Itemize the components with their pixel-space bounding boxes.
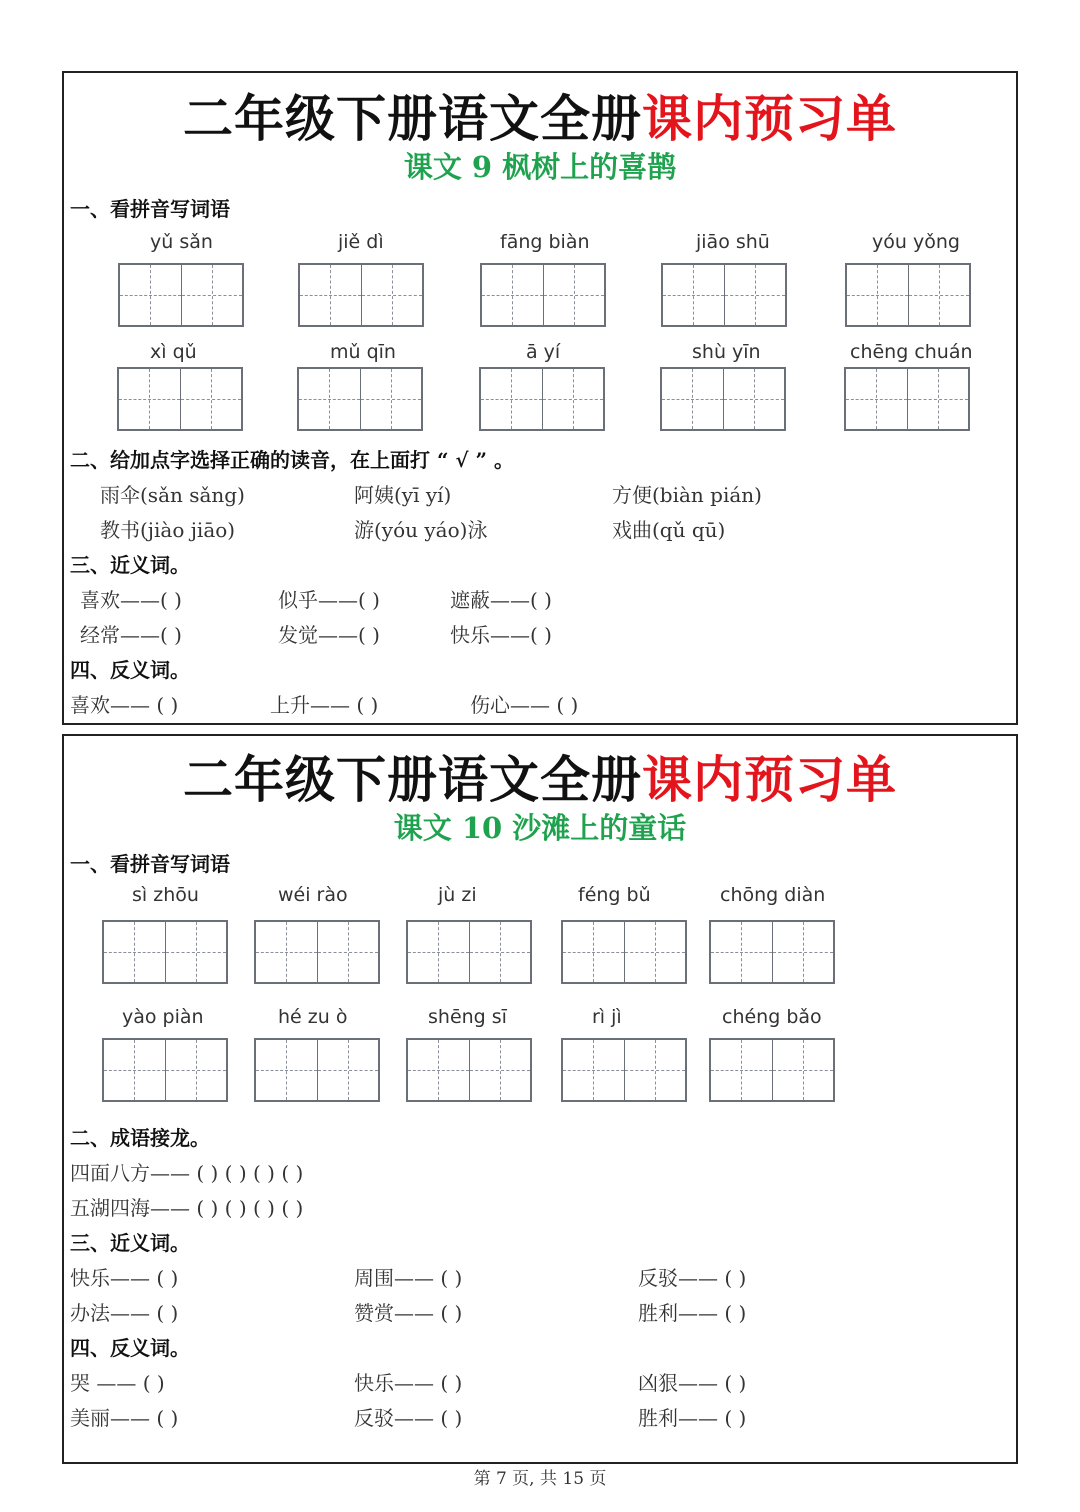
- synonym-item[interactable]: 经常——( ): [80, 623, 182, 647]
- writing-grid[interactable]: [561, 1038, 687, 1102]
- writing-grid[interactable]: [102, 1038, 228, 1102]
- pinyin-label: shēng sī: [428, 1006, 507, 1028]
- antonym-item[interactable]: 伤心—— ( ): [470, 693, 579, 717]
- writing-grid[interactable]: [660, 367, 786, 431]
- title-black-part: 二年级下册语文全册: [183, 89, 642, 148]
- section-heading: 三、近义词。: [70, 553, 190, 577]
- pinyin-label: chéng bǎo: [722, 1006, 822, 1028]
- reading-choice[interactable]: 教书(jiào jiāo): [100, 518, 236, 542]
- writing-grid[interactable]: [845, 263, 971, 327]
- antonym-item[interactable]: 哭 —— ( ): [70, 1371, 165, 1395]
- pinyin-label: sì zhōu: [132, 884, 199, 906]
- idiom-chain-row[interactable]: 四面八方—— ( ) ( ) ( ) ( ): [70, 1161, 304, 1185]
- writing-grid[interactable]: [118, 263, 244, 327]
- writing-grid[interactable]: [117, 367, 243, 431]
- antonym-item[interactable]: 凶狠—— ( ): [638, 1371, 747, 1395]
- antonym-item[interactable]: 胜利—— ( ): [638, 1406, 747, 1430]
- synonym-item[interactable]: 快乐—— ( ): [70, 1266, 179, 1290]
- section-heading: 四、反义词。: [70, 658, 190, 682]
- pinyin-label: hé zu ò: [278, 1006, 348, 1028]
- synonym-item[interactable]: 喜欢——( ): [80, 588, 182, 612]
- worksheet-panel-2: [62, 734, 1018, 1464]
- writing-grid[interactable]: [254, 1038, 380, 1102]
- antonym-item[interactable]: 美丽—— ( ): [70, 1406, 179, 1430]
- writing-grid[interactable]: [406, 920, 532, 984]
- section-heading: 二、给加点字选择正确的读音，在上面打 “ √ ” 。: [70, 448, 515, 472]
- synonym-item[interactable]: 快乐——( ): [450, 623, 552, 647]
- synonym-item[interactable]: 反驳—— ( ): [638, 1266, 747, 1290]
- writing-grid[interactable]: [480, 263, 606, 327]
- reading-choice[interactable]: 方便(biàn pián): [612, 483, 762, 507]
- antonym-item[interactable]: 喜欢—— ( ): [70, 693, 179, 717]
- reading-choice[interactable]: 游(yóu yáo)泳: [354, 518, 488, 542]
- writing-grid[interactable]: [561, 920, 687, 984]
- writing-grid[interactable]: [709, 1038, 835, 1102]
- reading-choice[interactable]: 雨伞(sǎn sǎng): [100, 483, 245, 507]
- pinyin-label: shù yīn: [692, 341, 761, 363]
- worksheet-panel-1: [62, 71, 1018, 725]
- synonym-item[interactable]: 发觉——( ): [278, 623, 380, 647]
- writing-grid[interactable]: [709, 920, 835, 984]
- pinyin-label: jiāo shū: [696, 231, 770, 253]
- pinyin-label: rì jì: [592, 1006, 622, 1028]
- section-heading: 四、反义词。: [70, 1336, 190, 1360]
- synonym-item[interactable]: 胜利—— ( ): [638, 1301, 747, 1325]
- writing-grid[interactable]: [297, 367, 423, 431]
- antonym-item[interactable]: 反驳—— ( ): [354, 1406, 463, 1430]
- writing-grid[interactable]: [102, 920, 228, 984]
- pinyin-label: xì qǔ: [150, 341, 197, 363]
- title-red-part: 课内预习单: [642, 750, 897, 809]
- pinyin-label: féng bǔ: [578, 884, 651, 906]
- synonym-item[interactable]: 似乎——( ): [278, 588, 380, 612]
- pinyin-label: mǔ qīn: [330, 341, 396, 363]
- writing-grid[interactable]: [661, 263, 787, 327]
- lesson-9-subtitle: 课文 9 枫树上的喜鹊: [403, 150, 677, 184]
- pinyin-label: jiě dì: [338, 231, 384, 253]
- reading-choice[interactable]: 阿姨(yī yí): [354, 483, 452, 507]
- pinyin-label: wéi rào: [278, 884, 348, 906]
- writing-grid[interactable]: [479, 367, 605, 431]
- title-red-part: 课内预习单: [642, 89, 897, 148]
- antonym-item[interactable]: 快乐—— ( ): [354, 1371, 463, 1395]
- page-footer: 第 7 页, 共 15 页: [473, 1469, 607, 1489]
- pinyin-label: yǔ sǎn: [150, 231, 213, 253]
- reading-choice[interactable]: 戏曲(qǔ qū): [612, 518, 726, 542]
- title-black-part: 二年级下册语文全册: [183, 750, 642, 809]
- section-heading: 一、看拼音写词语: [70, 852, 230, 876]
- idiom-chain-row[interactable]: 五湖四海—— ( ) ( ) ( ) ( ): [70, 1196, 304, 1220]
- section-heading: 二、成语接龙。: [70, 1126, 210, 1150]
- antonym-item[interactable]: 上升—— ( ): [270, 693, 379, 717]
- synonym-item[interactable]: 遮蔽——( ): [450, 588, 552, 612]
- writing-grid[interactable]: [254, 920, 380, 984]
- pinyin-label: chēng chuán: [850, 341, 973, 363]
- synonym-item[interactable]: 赞赏—— ( ): [354, 1301, 463, 1325]
- synonym-item[interactable]: 周围—— ( ): [354, 1266, 463, 1290]
- synonym-item[interactable]: 办法—— ( ): [70, 1301, 179, 1325]
- pinyin-label: ā yí: [526, 341, 561, 363]
- section-heading: 一、看拼音写词语: [70, 197, 230, 221]
- panel-2-title: [64, 740, 1016, 812]
- lesson-10-subtitle: 课文 10 沙滩上的童话: [393, 811, 687, 845]
- pinyin-label: chōng diàn: [720, 884, 826, 906]
- writing-grid[interactable]: [406, 1038, 532, 1102]
- pinyin-label: jù zi: [438, 884, 477, 906]
- pinyin-label: fāng biàn: [500, 231, 590, 253]
- panel-1-title: [64, 79, 1016, 151]
- section-heading: 三、近义词。: [70, 1231, 190, 1255]
- writing-grid[interactable]: [298, 263, 424, 327]
- writing-grid[interactable]: [844, 367, 970, 431]
- pinyin-label: yào piàn: [122, 1006, 204, 1028]
- pinyin-label: yóu yǒng: [872, 231, 960, 253]
